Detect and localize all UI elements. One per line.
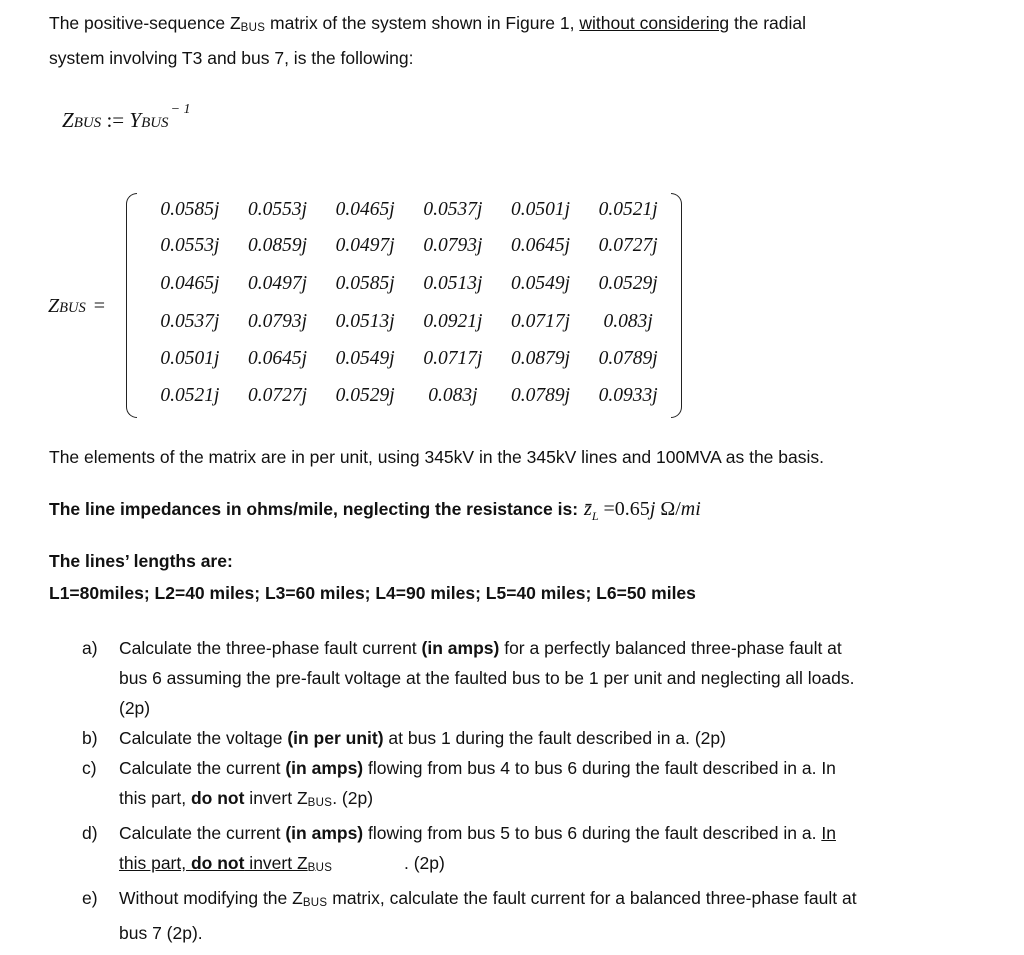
left-paren <box>126 193 137 418</box>
question-text: Calculate the current <box>119 758 286 778</box>
zbus-label <box>48 295 105 318</box>
matrix-cell: 0.083j <box>428 385 478 406</box>
question-b <box>82 723 982 753</box>
matrix-row <box>146 385 672 421</box>
eq-operator: := <box>101 108 130 132</box>
matrix-cell: 0.0879j <box>511 348 571 369</box>
eq-lhs-sub: BUS <box>73 115 102 131</box>
bold-phrase: do not <box>190 788 245 808</box>
question-text: flowing from bus 5 to bus 6 during the fault described in a. <box>363 823 822 843</box>
question-label: a) <box>82 638 98 658</box>
subscript-bus: BUS <box>307 797 333 809</box>
matrix-cell: 0.0529j <box>335 385 395 406</box>
question-c <box>82 753 982 818</box>
impedance-formula <box>584 498 701 523</box>
matrix-cell: 0.0513j <box>335 311 395 332</box>
matrix-cell: 0.083j <box>603 311 653 332</box>
intro-text: The positive-sequence Z <box>49 13 241 33</box>
eq-rhs: Y <box>129 108 142 132</box>
matrix-cell: 0.0465j <box>160 273 220 294</box>
bold-phrase: (in amps) <box>285 823 364 843</box>
matrix-cell: 0.0645j <box>247 348 308 369</box>
question-text: invert Z <box>244 788 308 808</box>
bold-phrase: do not <box>190 853 245 873</box>
question-text: invert Z <box>244 853 308 873</box>
matrix-cell: 0.0529j <box>598 273 658 294</box>
question-points: . (2p) <box>404 853 445 873</box>
question-points: . (2p) <box>332 788 374 808</box>
matrix-cell: 0.0789j <box>598 348 658 369</box>
question-text: for a perfectly balanced three-phase fault at <box>499 638 842 658</box>
question-text: matrix, calculate the fault current for a balanced three-phase fault at <box>327 888 857 908</box>
matrix-cell: 0.0921j <box>423 311 483 332</box>
matrix-cell: 0.0521j <box>598 199 658 220</box>
question-label: b) <box>82 728 98 748</box>
question-text: Calculate the voltage <box>119 728 288 748</box>
matrix-cell: 0.0537j <box>423 199 483 220</box>
matrix-row <box>146 235 672 271</box>
zbus-label-sub: BUS <box>59 300 86 316</box>
lengths-values: L1=80miles; L2=40 miles; L3=60 miles; L4=90 miles; L5=40 miles; L6=50 miles <box>49 583 696 603</box>
matrix-row <box>146 199 672 235</box>
subscript-bus: BUS <box>302 897 328 909</box>
matrix-cell: 0.0553j <box>247 199 308 220</box>
unit-mile: mi <box>680 498 701 520</box>
question-text: Calculate the three-phase fault current <box>119 638 422 658</box>
matrix-cell: 0.0513j <box>423 273 483 294</box>
matrix-cell: 0.0727j <box>598 235 658 256</box>
question-list <box>82 633 982 948</box>
impedance-text: The line impedances in ohms/mile, neglecting the resistance is: <box>49 499 579 519</box>
eq-rhs-sub: BUS <box>141 115 169 131</box>
question-a <box>82 633 982 723</box>
impedance-units: Ω/ <box>655 498 681 520</box>
matrix-cell: 0.0645j <box>511 235 571 256</box>
question-label: d) <box>82 823 98 843</box>
intro-text: matrix of the system shown in Figure 1, <box>265 13 580 33</box>
matrix-cell: 0.0727j <box>247 385 308 406</box>
lengths-heading: The lines’ lengths are: <box>49 551 233 571</box>
matrix-cell: 0.0585j <box>160 199 220 220</box>
question-text: bus 7 (2p). <box>119 923 203 943</box>
matrix-cell: 0.0549j <box>511 273 571 294</box>
underlined-phrase: without considering <box>579 13 730 33</box>
intro-paragraph <box>49 8 1009 73</box>
intro-text: the radial <box>729 13 807 33</box>
basis-text: The elements of the matrix are in per unit, using 345kV in the 345kV lines and 100MVA as the basis. <box>49 447 824 467</box>
equals-sign: = <box>93 295 105 317</box>
matrix-cell: 0.0549j <box>335 348 395 369</box>
z-symbol: z̄ <box>584 498 592 520</box>
matrix-cell: 0.0717j <box>511 311 571 332</box>
subscript-bus: BUS <box>307 862 333 874</box>
matrix-cell: 0.0793j <box>247 311 308 332</box>
matrix-cell: 0.0585j <box>335 273 395 294</box>
matrix-cell: 0.0501j <box>511 199 571 220</box>
impedance-line <box>49 498 701 524</box>
question-e <box>82 883 982 948</box>
question-d <box>82 818 982 883</box>
matrix-cell: 0.0553j <box>160 235 220 256</box>
question-text: at bus 1 during the fault described in a. (2p) <box>383 728 726 748</box>
eq-lhs: Z <box>62 108 74 132</box>
matrix-cell: 0.0717j <box>423 348 483 369</box>
question-text: Without modifying the Z <box>119 888 303 908</box>
question-text: this part, <box>119 788 191 808</box>
matrix-row <box>146 311 672 347</box>
matrix-cell: 0.0933j <box>598 385 658 406</box>
bold-phrase: (in amps) <box>285 758 364 778</box>
matrix-cell: 0.0859j <box>247 235 308 256</box>
intro-line-1 <box>49 8 1009 43</box>
matrix-cell: 0.0521j <box>160 385 220 406</box>
subscript-bus: BUS <box>240 22 266 34</box>
matrix-row <box>146 348 672 384</box>
question-text: this part, <box>119 853 191 873</box>
intro-line-2: system involving T3 and bus 7, is the following: <box>49 48 414 68</box>
right-paren <box>671 193 682 418</box>
zbus-label-z: Z <box>48 295 60 317</box>
matrix-row <box>146 273 672 309</box>
inverse-equation <box>62 102 191 133</box>
question-text: bus 6 assuming the pre-fault voltage at the faulted bus to be 1 per unit and neglecting all loads. <box>119 668 855 688</box>
question-text: Calculate the current <box>119 823 286 843</box>
bold-phrase: (in per unit) <box>287 728 384 748</box>
eq-exponent: − 1 <box>170 102 191 117</box>
question-label: c) <box>82 758 97 778</box>
matrix-cell: 0.0789j <box>511 385 571 406</box>
z-subscript: L <box>591 509 599 523</box>
matrix-cell: 0.0465j <box>335 199 395 220</box>
matrix-cell: 0.0537j <box>160 311 220 332</box>
bold-phrase: (in amps) <box>421 638 500 658</box>
question-label: e) <box>82 888 98 908</box>
question-points: (2p) <box>119 698 151 718</box>
underlined-phrase: In <box>821 823 836 843</box>
impedance-value: =0.65 <box>598 498 650 520</box>
matrix-cell: 0.0497j <box>335 235 395 256</box>
matrix-cell: 0.0793j <box>423 235 483 256</box>
zbus-matrix <box>126 193 682 418</box>
matrix-cell: 0.0501j <box>160 348 220 369</box>
imaginary-j: j <box>649 498 656 520</box>
question-text: flowing from bus 4 to bus 6 during the fault described in a. In <box>363 758 836 778</box>
matrix-cell: 0.0497j <box>247 273 308 294</box>
